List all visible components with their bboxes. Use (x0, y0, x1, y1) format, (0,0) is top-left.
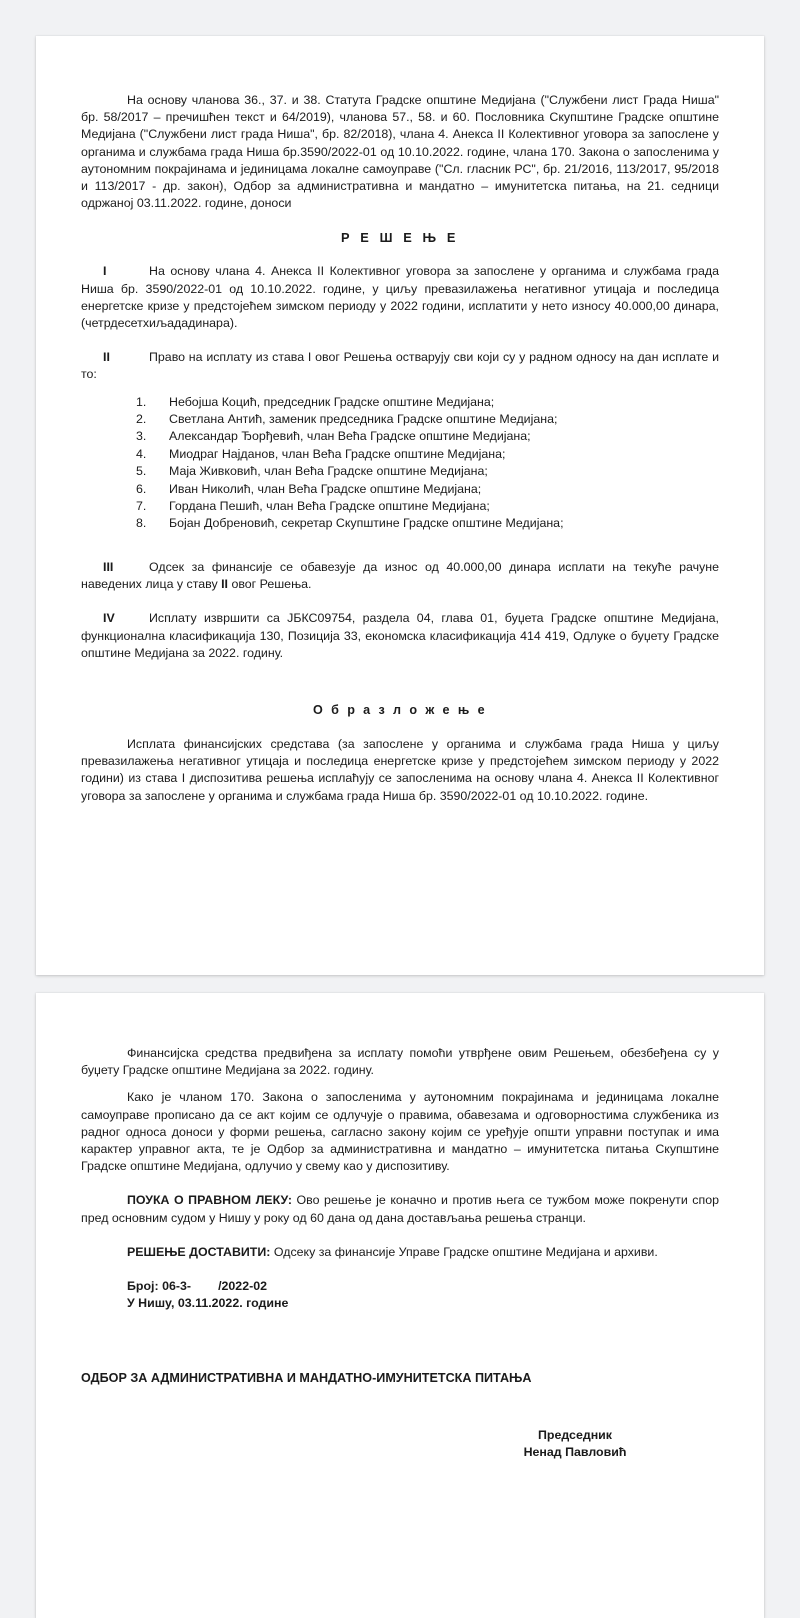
spacer (81, 246, 719, 263)
clause-four (81, 610, 719, 662)
delivery-label: РЕШЕЊЕ ДОСТАВИТИ: (127, 1244, 271, 1259)
document-title: Р Е Ш Е Њ Е (341, 230, 459, 246)
list-item (81, 446, 719, 463)
list-item (81, 481, 719, 498)
list-item-number: 5. (136, 464, 147, 479)
spacer (81, 1175, 719, 1192)
list-item (81, 411, 719, 428)
legal-remedy-text: Ово решење је коначно и против њега се тужбом може покренути спор пред основним судом у Нишу у року од 60 дана од дана достављања решења странци. (81, 1193, 719, 1225)
delivery-paragraph (81, 1244, 719, 1261)
signature-block (445, 1427, 705, 1462)
reference-number-line (127, 1278, 719, 1295)
list-item-label: Александар Ђорђевић, члан Већа Градске општине Медијана; (169, 429, 531, 444)
list-item-label: Иван Николић, члан Већа Градске општине Медијана; (169, 481, 482, 496)
list-item-number: 7. (136, 499, 147, 514)
reference-number-label: Број: (127, 1279, 159, 1294)
spacer (81, 1387, 719, 1427)
list-item-number: 4. (136, 446, 147, 461)
preamble-paragraph: На основу чланова 36., 37. и 38. Статута Градске општине Медијана ("Службени лист Града Ниша" бр. 58/2017 – пречишћен текст и 64/2019), чланова 57., 58. и 60. Пословника Скупштине Градске општине Медијана ("Службени лист града Ниша", бр. 82/2018), члана 4. Анекса II Колективног уговора за запослене у органима и службама града Ниша бр.3590/2022-01 од 10.10.2022. године, члана 170. Закона о запосленима у аутономним покрајинама и јединицама локалне самоуправе ("Сл. гласник РС", бр. 21/2016, 113/2017, 95/2018 и 113/2017 - др. закон), Одбор за административна и мандатно – имунитетска питања, на 21. седници одржаној 03.11.2022. године, доноси (81, 93, 719, 211)
legal-remedy-paragraph (81, 1192, 719, 1226)
spacer (81, 384, 719, 394)
list-item-number: 1. (136, 394, 147, 409)
list-item-number: 6. (136, 481, 147, 496)
clause-four-text: Исплату извршити са ЈБКС09754, раздела 04, глава 01, буџета Градске општине Медијана, функционална класификација 130, Позиција 33, економска класификација 414 419, Одлуке о буџету Градске општине Медијана за 2022. годину. (81, 611, 719, 660)
clause-three-inline-numeral: II (221, 577, 228, 592)
page-2-content (81, 1045, 719, 1462)
list-item-label: Светлана Антић, заменик председника Градске општине Медијана; (169, 412, 558, 427)
page-1-content (81, 92, 719, 805)
spacer (81, 1079, 719, 1089)
spacer (81, 1353, 719, 1370)
clause-one-numeral: I (103, 264, 107, 279)
list-item-label: Миодраг Најданов, члан Већа Градске општине Медијана; (169, 446, 506, 461)
spacer (81, 662, 719, 702)
spacer (81, 533, 719, 559)
list-item (81, 428, 719, 445)
page-separator (36, 975, 764, 993)
clause-three-text-part1: Одсек за финансије се обавезује да износ од 40.000,00 динара исплати на текуће рачуне наведених лица у ставу (81, 559, 719, 592)
spacer (81, 1227, 719, 1244)
explanation-paragraph: Исплата финансијских средстава (за запослене у органима и службама града Ниша у циљу превазилажења негативног утицаја и последица енергетске кризе у предстојећем зимском периоду у 2022 години) из става I диспозитива решења исплаћују се запосленима на основу члана 4. Анекса II Колективног уговора за запослене у органима и службама града Ниша бр. 3590/2022-01 од 10.10.2022. године. (81, 736, 719, 803)
clause-three-text-part2: овог Решења. (228, 577, 312, 592)
funds-paragraph: Финансијска средства предвиђена за исплату помоћи утврђене овим Решењем, обезбеђена су у буџету Градске општине Медијана за 2022. годину. (81, 1046, 719, 1078)
signature-name: Ненад Павловић (523, 1445, 627, 1460)
list-item (81, 515, 719, 532)
signature-role: Председник (537, 1427, 613, 1442)
clause-three-numeral: III (103, 559, 114, 574)
clause-two-numeral: II (103, 350, 110, 365)
reference-number-value: 06-3- (162, 1279, 192, 1294)
list-item (81, 498, 719, 515)
law-paragraph: Како је чланом 170. Закона о запосленима у аутономним покрајинама и јединицама локалне самоуправе прописано да се акт којим се одлучује о правима, обавезама и одговорностима службеника из радног односа доноси у форми решења, сагласно закону којим се уређује општи управни поступак и има карактер управног акта, те је Одбор за административна и мандатно – имунитетска питања Скупштине Градске општине Медијана, одлучио у свему као у диспозитиву. (81, 1090, 719, 1174)
reference-block (127, 1278, 719, 1313)
list-item-label: Бојан Добреновић, секретар Скупштине Градске општине Медијана; (169, 516, 564, 531)
spacer (81, 593, 719, 610)
clause-two-text: Право на исплату из става I овог Решења остварују сви који су у радном односу на дан исплате и то: (81, 350, 719, 382)
list-item-number: 2. (136, 412, 147, 427)
explanation-heading: О б р а з л о ж е њ е (313, 702, 487, 717)
committee-name: ОДБОР ЗА АДМИНИСТРАТИВНА И МАНДАТНО-ИМУНИТЕТСКА ПИТАЊА (81, 1370, 532, 1385)
list-item-label: Небојша Коцић, председник Градске општине Медијана; (169, 394, 495, 409)
clause-two (81, 349, 719, 383)
clause-one-text: На основу члана 4. Анекса II Колективног уговора за запослене у органима и службама града Ниша бр. 3590/2022-01 од 10.10.2022. године, у циљу превазилажења негативног утицаја и последица енергетске кризе у предстојећем зимском периоду у 2022 години, исплатити у нето износу 40.000,00 динара, (четрдесетхиљададинара). (81, 264, 719, 331)
spacer (81, 1261, 719, 1278)
delivery-text: Одсеку за финансије Управе Градске општине Медијана и архиви. (270, 1244, 658, 1259)
legal-remedy-label: ПОУКА О ПРАВНОМ ЛЕКУ: (127, 1193, 292, 1208)
spacer (81, 212, 719, 229)
list-item-label: Маја Живковић, члан Већа Градске општине Медијана; (169, 464, 488, 479)
list-item-number: 8. (136, 516, 147, 531)
list-item-label: Гордана Пешић, члан Већа Градске општине Медијана; (169, 499, 490, 514)
document-page-2 (36, 993, 764, 1618)
list-item-number: 3. (136, 429, 147, 444)
reference-place-date: У Нишу, 03.11.2022. године (127, 1296, 289, 1311)
document-page-1 (36, 36, 764, 975)
clause-four-numeral: IV (103, 611, 115, 626)
list-item (81, 463, 719, 480)
clause-three (81, 559, 719, 593)
beneficiary-list (81, 394, 719, 533)
spacer (81, 332, 719, 349)
list-item (81, 394, 719, 411)
reference-number-suffix: /2022-02 (218, 1279, 267, 1294)
spacer (81, 719, 719, 736)
clause-one (81, 263, 719, 332)
spacer (81, 1313, 719, 1353)
